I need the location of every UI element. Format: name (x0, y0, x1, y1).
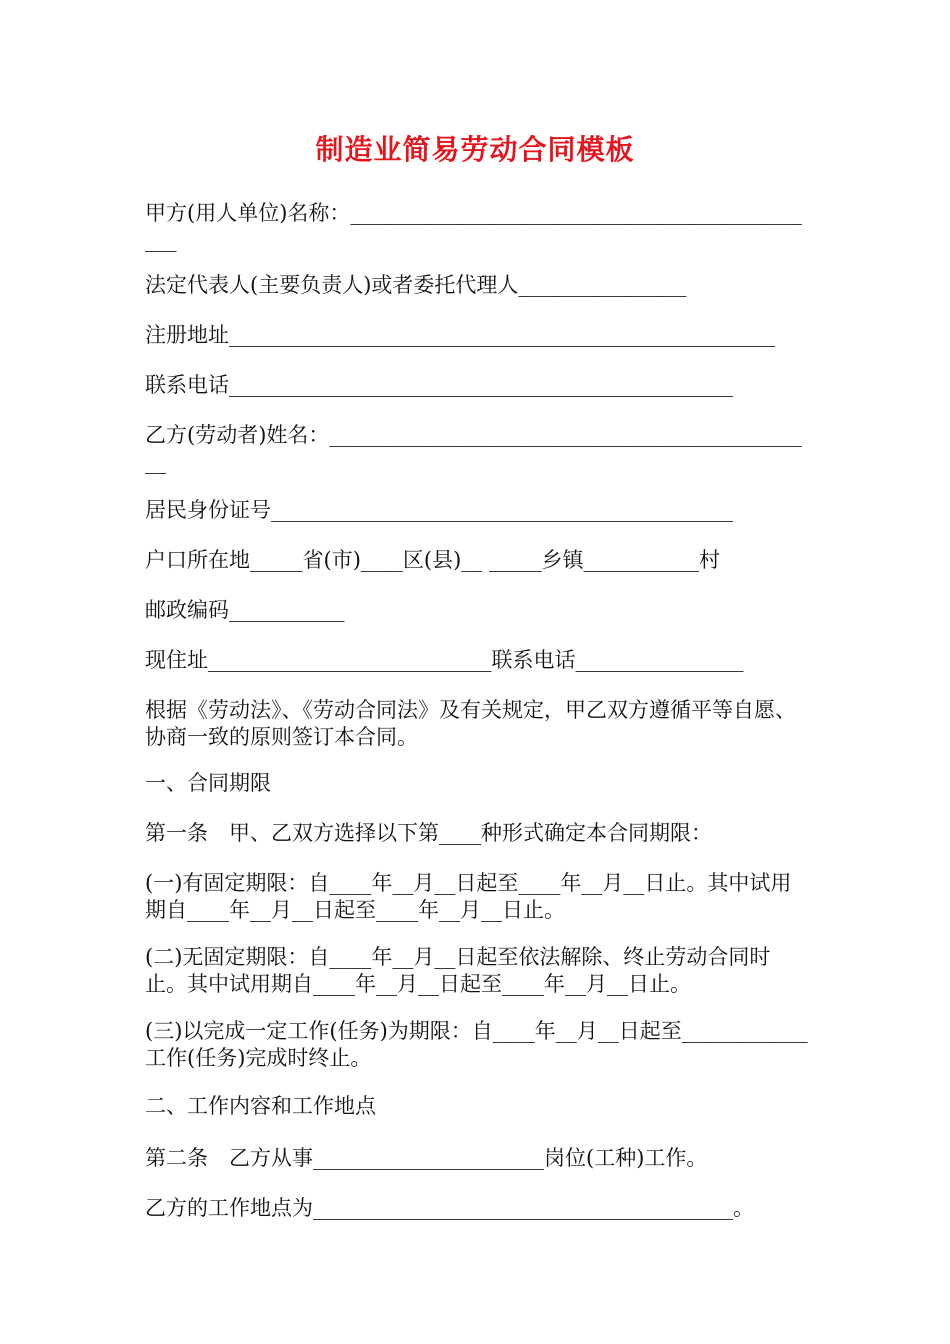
article-one: 第一条 甲、乙双方选择以下第____种形式确定本合同期限： (145, 821, 712, 845)
option-open-term: (二)无固定期限：自____年__月__日起至依法解除、终止劳动合同时止。其中试用期自____年__月__日起至____年__月__日止。 (145, 945, 771, 996)
preamble-paragraph: 根据《劳动法》、《劳动合同法》及有关规定，甲乙双方遵循平等自愿、协商一致的原则签订本合同。 (145, 698, 796, 749)
option-task-term: (三)以完成一定工作(任务)为期限：自____年__月__日起至____________工作(任务)完成时终止。 (145, 1019, 808, 1070)
current-address-line: 现住址___________________________联系电话________________ (145, 648, 744, 672)
postal-code-line: 邮政编码___________ (145, 598, 345, 622)
article-two: 第二条 乙方从事______________________岗位(工种)工作。 (145, 1146, 708, 1170)
employer-phone-line: 联系电话________________________________________________ (145, 373, 733, 397)
household-registration-line: 户口所在地_____省(市)____区(县)__ _____乡镇___________村 (145, 548, 720, 572)
legal-representative-line: 法定代表人(主要负责人)或者委托代理人________________ (145, 273, 687, 297)
section-heading-work: 二、工作内容和工作地点 (145, 1094, 376, 1118)
document-title: 制造业简易劳动合同模板 (315, 133, 635, 166)
registered-address-line: 注册地址____________________________________________________ (145, 323, 775, 347)
option-fixed-term: (一)有固定期限：自____年__月__日起至____年__月__日止。其中试用期自____年__月__日起至____年__月__日止。 (145, 871, 792, 922)
work-location-line: 乙方的工作地点为________________________________________。 (145, 1196, 754, 1220)
section-heading-term: 一、合同期限 (145, 771, 271, 795)
id-number-line: 居民身份证号____________________________________________ (145, 498, 733, 522)
employee-name-line: 乙方(劳动者)姓名：_______________________________________________ (145, 423, 802, 474)
employer-name-line: 甲方(用人单位)名称：______________________________________________ (145, 201, 802, 252)
